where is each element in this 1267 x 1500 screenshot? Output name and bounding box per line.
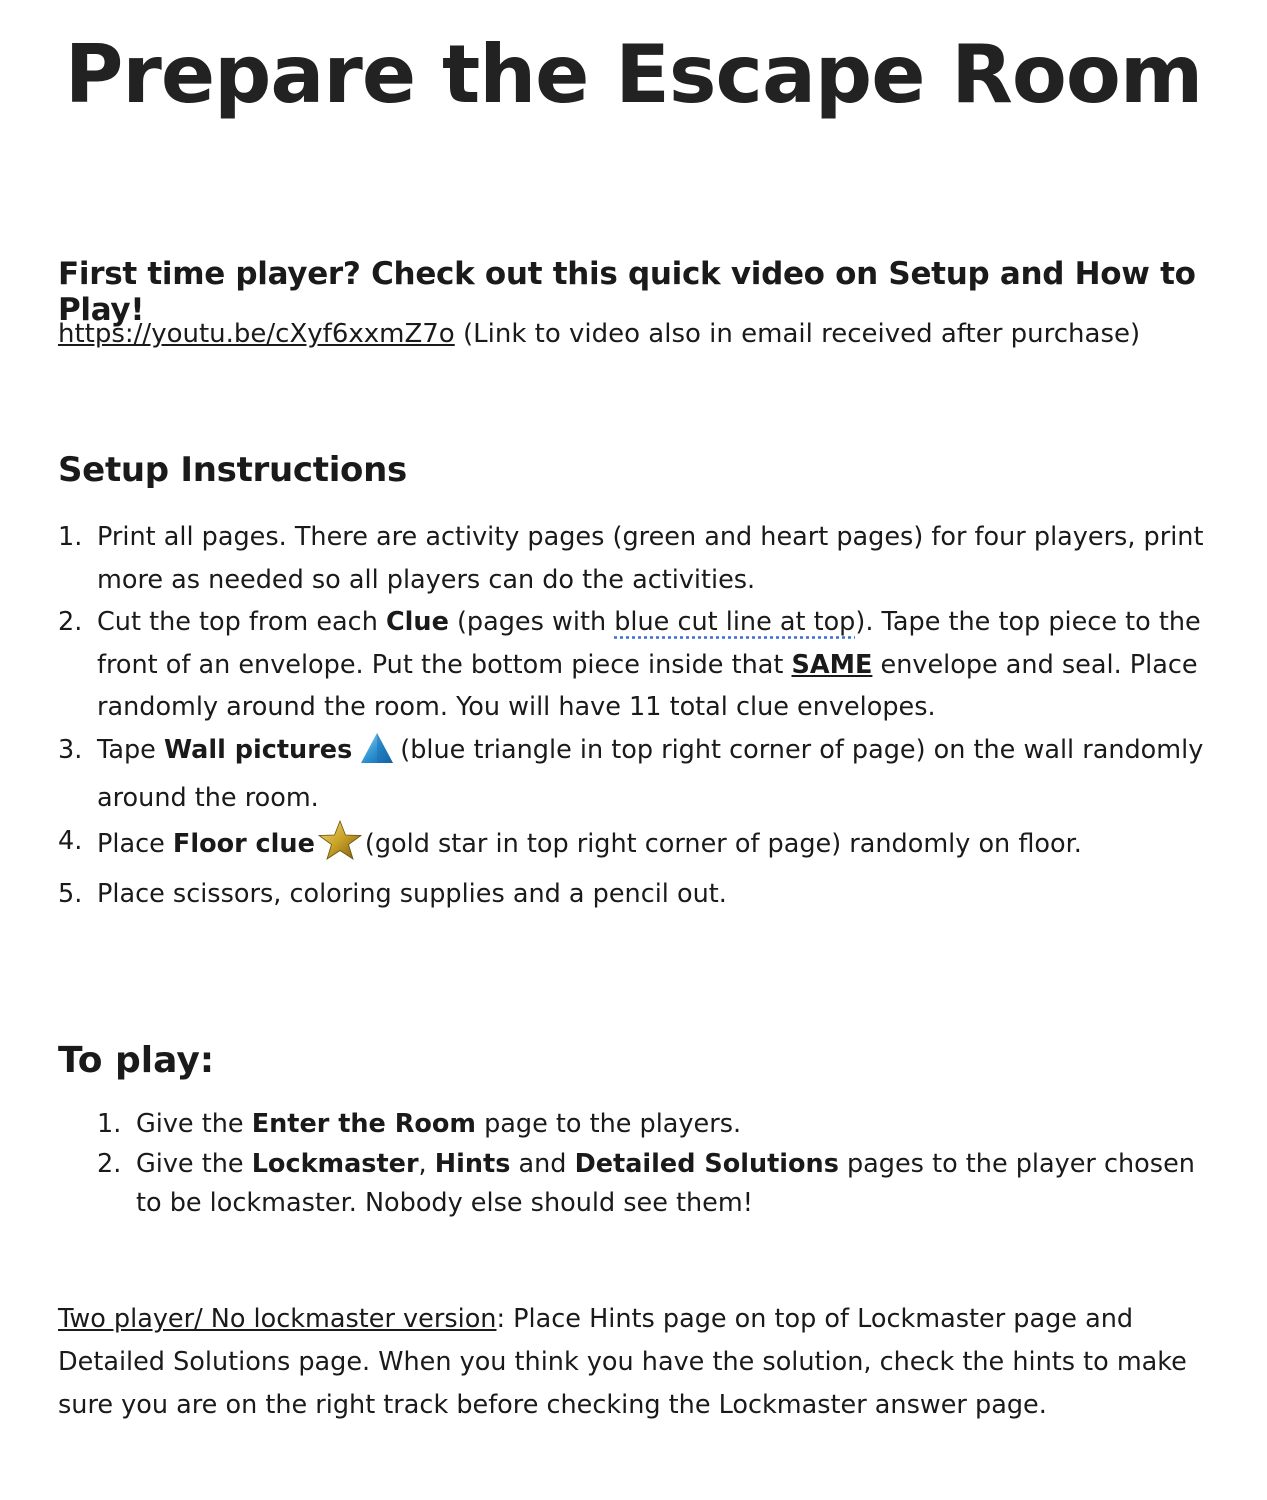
text-segment: Tape [97, 734, 164, 765]
text-segment: ). Tape the top piece to the front of an envelope. Put the bottom piece inside that [97, 607, 1201, 680]
text-segment: (blue triangle in top right corner of page) on the wall randomly around the room. [97, 734, 1204, 813]
text-segment: (gold star in top right corner of page) randomly on floor. [364, 828, 1082, 859]
bold-term-clue: Clue [385, 607, 449, 637]
bold-term-lockmaster: Lockmaster [251, 1148, 419, 1179]
list-number: 2. [58, 607, 83, 637]
text-segment: and [510, 1148, 575, 1179]
video-heading: First time player? Check out this quick video on Setup and How to Play! [58, 256, 1196, 328]
bold-term-enter-the-room: Enter the Room [251, 1109, 476, 1139]
setup-item-2 [58, 601, 1228, 729]
bold-term-detailed-solutions: Detailed Solutions [574, 1148, 839, 1179]
bold-term-wall-pictures: Wall pictures [163, 734, 353, 765]
text-segment: page to the players. [475, 1109, 742, 1139]
play-item-2 [97, 1145, 1217, 1224]
list-number: 5. [58, 879, 83, 909]
setup-heading: Setup Instructions [58, 450, 407, 490]
page-title: Prepare the Escape Room [64, 28, 1203, 121]
video-link[interactable]: https://youtu.be/cXyf6xxmZ7o [58, 319, 455, 349]
text-segment: pages to the player chosen to be lockmaster. Nobody else should see them! [136, 1148, 1195, 1218]
text-segment: Give the [136, 1109, 252, 1139]
setup-item-3 [58, 729, 1228, 820]
text-segment: Give the [136, 1148, 252, 1179]
two-player-note [58, 1298, 1218, 1427]
text-segment: , [418, 1148, 435, 1179]
note-text: : Place Hints page on top of Lockmaster page and Detailed Solutions page. When you think you have the solution, check the hints to make sure you are on the right track before checking the Lockmaster answer page. [58, 1304, 1187, 1420]
bold-term-hints: Hints [434, 1148, 511, 1179]
text-segment: envelope and seal. Place randomly around the room. You will have 11 total clue envelopes. [97, 649, 1198, 722]
list-number: 2. [97, 1148, 122, 1179]
video-link-note: (Link to video also in email received after purchase) [454, 319, 1141, 349]
play-heading: To play: [58, 1040, 215, 1081]
blue-triangle-icon [360, 732, 394, 778]
play-list [97, 1105, 1217, 1224]
play-item-1 [97, 1105, 1217, 1145]
text-segment: Place [97, 828, 173, 859]
text-segment: (pages with [448, 607, 615, 637]
setup-item-1 [58, 516, 1228, 601]
list-number: 3. [58, 734, 83, 765]
text-segment: Cut the top from each [97, 607, 386, 637]
setup-item-text: Place scissors, coloring supplies and a pencil out. [97, 879, 727, 909]
dotted-underline-text: blue cut line at top [614, 607, 856, 637]
list-number: 1. [58, 522, 83, 552]
setup-item-4 [58, 820, 1228, 874]
list-number: 1. [97, 1109, 122, 1139]
list-number: 4. [58, 825, 83, 856]
gold-star-icon [317, 820, 363, 874]
bold-term-floor-clue: Floor clue [172, 828, 315, 859]
note-label: Two player/ No lockmaster version [58, 1304, 497, 1334]
setup-list [58, 516, 1228, 916]
setup-item-text: Print all pages. There are activity pages (green and heart pages) for four players, print more as needed so all players can do the activities. [97, 522, 1204, 595]
bold-term-same: SAME [791, 649, 873, 680]
setup-item-5 [58, 873, 1228, 916]
video-link-line [58, 318, 1140, 350]
